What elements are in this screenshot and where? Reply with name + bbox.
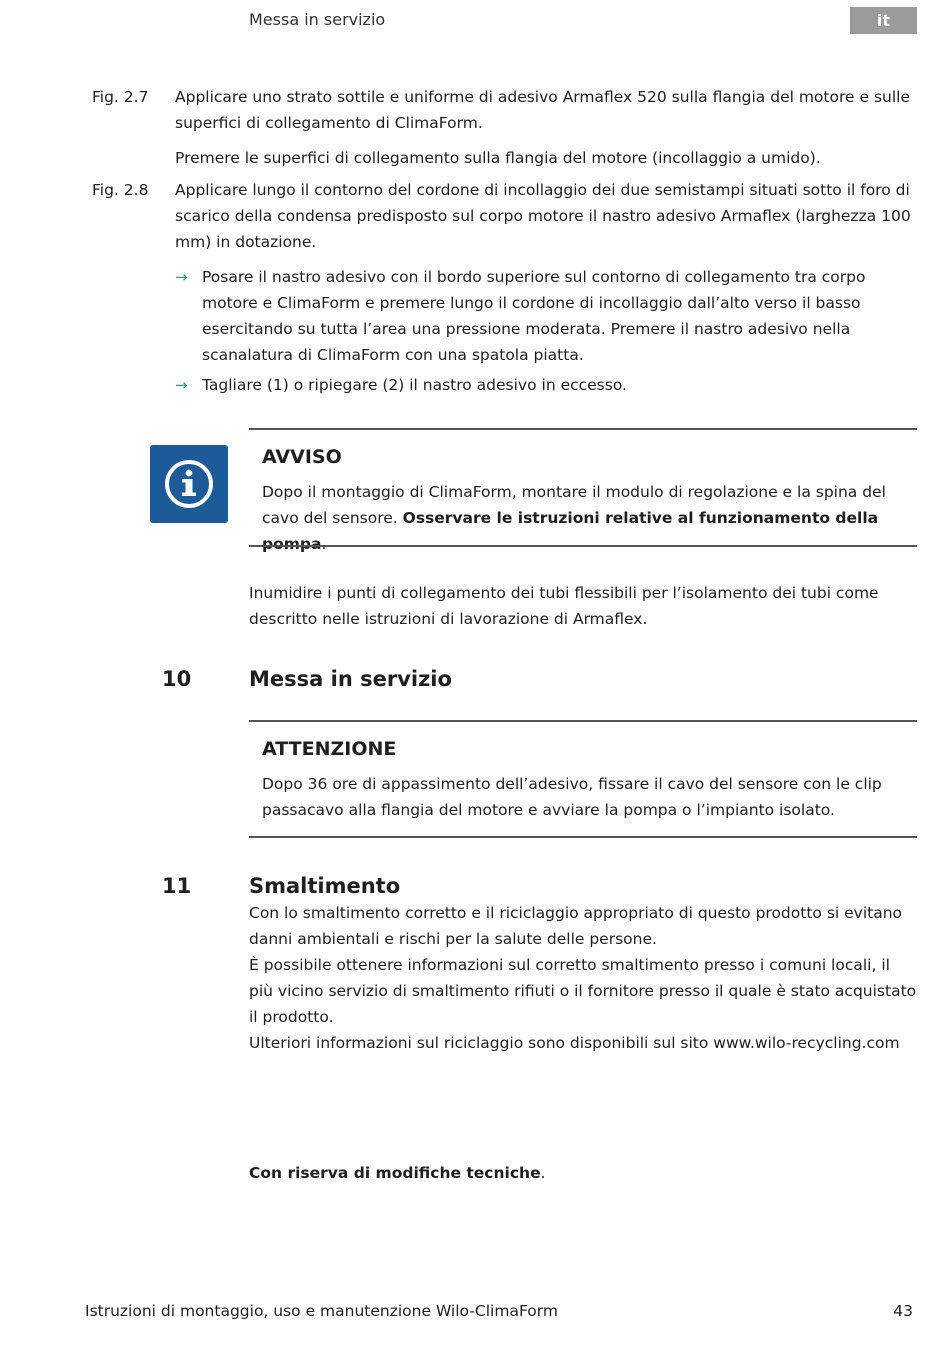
footer-text: Istruzioni di montaggio, uso e manutenzione Wilo-ClimaForm	[85, 1302, 558, 1320]
disposal-text	[249, 900, 917, 1056]
notice-bottom-rule	[249, 545, 917, 547]
section-number: 11	[162, 874, 192, 898]
arrow-right-icon: →	[175, 268, 188, 286]
page-number: 43	[893, 1302, 913, 1320]
caution-text: Dopo 36 ore di appassimento dell’adesivo, fissare il cavo del sensore con le clip passacavo alla flangia del motore e avviare la pompa o l’impianto isolato.	[262, 775, 882, 819]
moisten-paragraph: Inumidire i punti di collegamento dei tubi flessibili per l’isolamento dei tubi come descritto nelle istruzioni di lavorazione di Armaflex.	[249, 584, 879, 628]
section-title: Smaltimento	[249, 874, 401, 898]
info-icon	[150, 445, 228, 523]
step-text: Premere le superfici di collegamento sulla flangia del motore (incollaggio a umido).	[175, 149, 821, 167]
reservation-note: Con riserva di modifiche tecniche.	[249, 1164, 546, 1182]
disposal-paragraph: È possibile ottenere informazioni sul corretto smaltimento presso i comuni locali, il più vicino servizio di smaltimento rifiuti o il fornitore presso il quale è stato acquistato il prodotto.	[249, 956, 917, 1026]
running-header: Messa in servizio	[249, 10, 386, 29]
section-title: Messa in servizio	[249, 667, 452, 691]
caution-title: ATTENZIONE	[262, 738, 397, 760]
figure-label: Fig. 2.8	[92, 181, 149, 199]
language-badge: it	[850, 7, 917, 34]
notice-title: AVVISO	[262, 446, 342, 468]
notice-top-rule	[249, 428, 917, 430]
notice-bold-text: Osservare le istruzioni relative al funzionamento della pompa	[262, 509, 879, 553]
step-text: Applicare lungo il contorno del cordone di incollaggio dei due semistampi situati sotto il foro di scarico della condensa predisposto sul corpo motore il nastro adesivo Armaflex (larghezza 100 mm) in dotazione.	[175, 181, 911, 251]
disposal-paragraph: Con lo smaltimento corretto e il riciclaggio appropriato di questo prodotto si evitano danni ambientali e rischi per la salute delle persone.	[249, 904, 903, 948]
arrow-right-icon: →	[175, 376, 188, 394]
disposal-paragraph: Ulteriori informazioni sul riciclaggio sono disponibili sul sito www.wilo-recycling.com	[249, 1034, 900, 1052]
bullet-text: Tagliare (1) o ripiegare (2) il nastro adesivo in eccesso.	[202, 376, 627, 394]
figure-label: Fig. 2.7	[92, 88, 149, 106]
caution-bottom-rule	[249, 836, 917, 838]
step-text: Applicare uno strato sottile e uniforme di adesivo Armaflex 520 sulla flangia del motore e sulle superfici di collegamento di ClimaForm.	[175, 88, 910, 132]
bullet-text: Posare il nastro adesivo con il bordo superiore sul contorno di collegamento tra corpo motore e ClimaForm e premere lungo il cordone di incollaggio dall’alto verso il basso esercitando su tutta l’area una pressione moderata. Premere il nastro adesivo nella scanalatura di ClimaForm con una spatola piatta.	[202, 268, 866, 364]
section-number: 10	[162, 667, 192, 691]
notice-text: Dopo il montaggio di ClimaForm, montare il modulo di regolazione e la spina del cavo del sensore. Osservare le istruzioni relative al funzionamento della pompa.	[262, 483, 886, 553]
caution-top-rule	[249, 720, 917, 722]
